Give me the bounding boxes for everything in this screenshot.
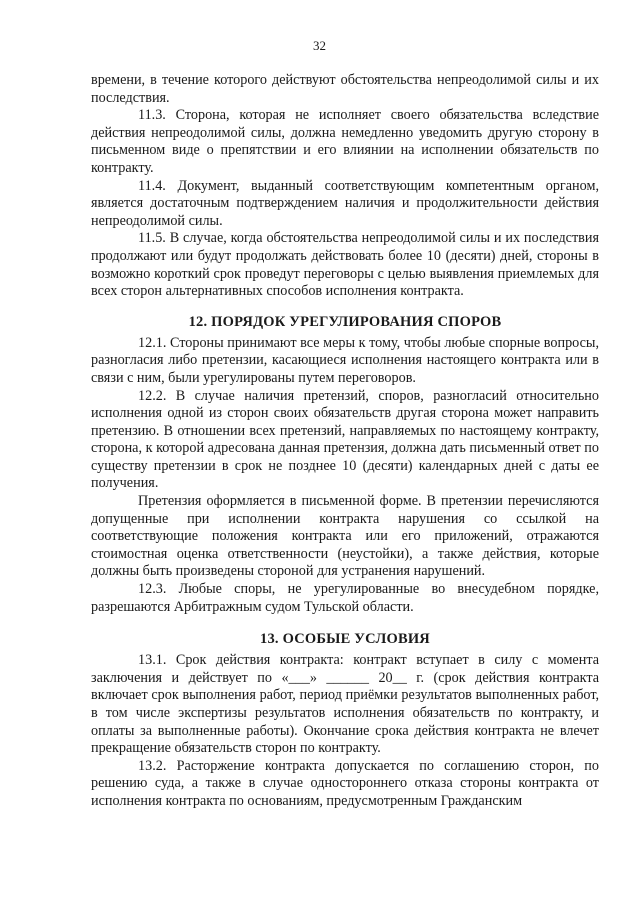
document-body [91,72,599,811]
page-number: 32 [313,38,326,53]
paragraph-11-4: 11.4. Документ, выданный соответствующим компетентным органом, является достаточным подтверждением наличия и продолжительности действия непреодолимой силы. [91,177,599,229]
paragraph-12-2: 12.2. В случае наличия претензий, споров, разногласий относительно исполнения одной из сторон своих обязательств другая сторона может направить претензию. В отношении всех претензий, направляемых по настоящему контракту, сторона, к которой адресована данная претензия, должна дать письменный ответ по существу претензии в срок не позднее 10 (десяти) календарных дней с даты ее получения. [91,387,599,492]
paragraph-13-1: 13.1. Срок действия контракта: контракт вступает в силу с момента заключения и действует по «___» ______ 20__ г. (срок действия контракта включает срок выполнения работ, период приёмки результатов выполненных работ, в том числе экспертизы результатов исполнения обязательств по контракту, и оплаты за выполненные работы). Окончание срока действия контракта не влечет прекращение обязательств сторон по контракту. [91,652,599,757]
section-12-heading: 12. ПОРЯДОК УРЕГУЛИРОВАНИЯ СПОРОВ [188,313,502,330]
paragraph-11-2-continuation: времени, в течение которого действуют обстоятельства непреодолимой силы и их последствия. [91,72,599,106]
section-13 [91,630,599,810]
section-12 [91,313,599,617]
paragraph-12-3: 12.3. Любые споры, не урегулированные во внесудебном порядке, разрешаются Арбитражным судом Тульской области. [91,581,599,615]
paragraph-11-3: 11.3. Сторона, которая не исполняет своего обязательства вследствие действия непреодолимой силы, должна немедленно уведомить другую сторону в письменном виде о препятствии и его влиянии на исполнении обязательств по контракту. [91,107,599,176]
paragraph-13-2: 13.2. Расторжение контракта допускается по соглашению сторон, по решению суда, а также в случае одностороннего отказа стороны контракта от исполнения контракта по основаниям, предусмотренным Гражданским [91,757,599,809]
paragraph-12-1: 12.1. Стороны принимают все меры к тому, чтобы любые спорные вопросы, разногласия либо претензии, касающиеся исполнения настоящего контракта или в связи с ним, были урегулированы путем переговоров. [91,334,599,386]
section-13-heading: 13. ОСОБЫЕ УСЛОВИЯ [260,631,430,648]
paragraph-11-5: 11.5. В случае, когда обстоятельства непреодолимой силы и их последствия продолжают или будут продолжать действовать более 10 (десяти) дней, стороны в возможно короткий срок проведут переговоры с целью выявления приемлемых для всех сторон альтернативных способов исполнения контракта. [91,230,599,300]
section-11 [91,72,599,301]
paragraph-12-2-claim: Претензия оформляется в письменной форме. В претензии перечисляются допущенные при исполнении контракта нарушения со ссылкой на соответствующие положения контракта или его приложений, отражаются стоимостная оценка ответственности (неустойки), а также действия, которые должны быть произведены стороной для устранения нарушений. [91,493,599,580]
